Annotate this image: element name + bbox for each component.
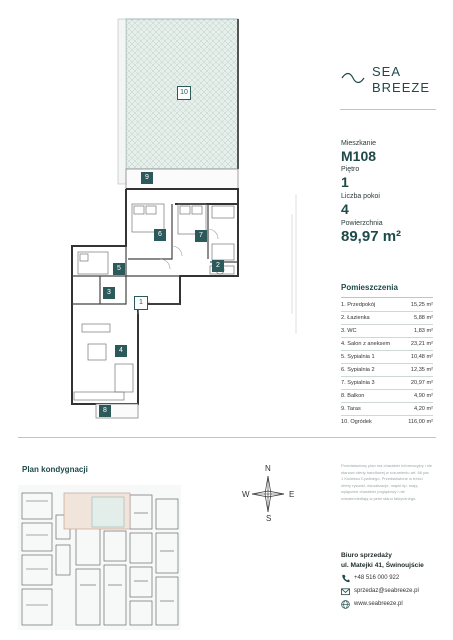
room-area: 116,00 m² [408,419,433,425]
room-area: 23,21 m² [410,341,433,347]
wave-icon [340,68,366,88]
room-row [341,299,433,312]
room-area: 10,48 m² [410,354,433,360]
room-row [341,364,433,377]
phone-icon [341,574,350,583]
plan-label-10: 10 [177,86,191,100]
compass-west: W [242,490,250,499]
room-name: 1. Przedpokój [341,302,376,308]
room-area: 4,20 m² [414,406,433,412]
rooms-title: Pomieszczenia [341,283,398,292]
room-area: 12,35 m² [410,367,433,373]
plan-label-3: 3 [103,287,115,299]
apartment-label: Mieszkanie [341,140,377,147]
website-url: www.seabreeze.pl [354,601,403,607]
room-area: 1,83 m² [414,328,433,334]
rooms-count-value: 4 [341,201,349,217]
room-name: 2. Łazienka [341,315,370,321]
compass [238,462,298,524]
room-name: 3. WC [341,328,357,334]
room-name: 4. Salon z aneksem [341,341,391,347]
room-row [341,312,433,325]
room-row [341,390,433,403]
website-contact[interactable] [341,600,441,610]
plan-label-6: 6 [154,229,166,241]
mail-icon [341,587,350,596]
room-name: 10. Ogródek [341,419,372,425]
email-address: sprzedaz@seabreeze.pl [354,588,419,594]
sales-office-title: Biuro sprzedaży [341,552,392,559]
apartment-value: M108 [341,148,377,164]
room-area: 4,90 m² [414,393,433,399]
apartment-plan-drawing [60,14,300,419]
floor-plan-title: Plan kondygnacji [22,465,88,474]
building-plan [18,485,181,630]
apartment-plan [60,14,300,419]
room-name: 7. Sypialnia 3 [341,380,375,386]
logo [340,64,436,100]
room-area: 15,25 m² [410,302,433,308]
section-divider [18,437,436,438]
email-contact[interactable] [341,587,441,597]
room-row [341,351,433,364]
room-name: 6. Sypialnia 2 [341,367,375,373]
floor-value: 1 [341,174,349,190]
room-row [341,377,433,390]
compass-south: S [266,514,272,523]
plan-label-4: 4 [115,345,127,357]
room-area: 5,88 m² [414,315,433,321]
disclaimer-text: Przedstawiony plan ma charakter informacyjny i nie stanowi oferty handlowej w rozumieniu art. 66 par. 1 Kodeksu Cywilnego. Przedstawione w treści oferty rysunki, wizualizacje, mapki itp. mają wyłącznie charakter poglądowy i nie odzwierciedlają w pełni stanu faktycznego. [341,463,433,501]
area-label: Powierzchnia [341,220,383,227]
plan-label-7: 7 [195,230,207,242]
plan-label-5: 5 [113,263,125,275]
logo-divider [340,109,436,110]
plan-label-8: 8 [99,405,111,417]
room-row [341,416,433,428]
room-row [341,403,433,416]
compass-east: E [289,490,295,499]
room-name: 9. Taras [341,406,361,412]
rooms-count-label: Liczba pokoi [341,193,380,200]
building-plan-drawing [18,485,181,630]
room-name: 8. Balkon [341,393,365,399]
phone-number: +48 516 000 922 [354,575,400,581]
plan-label-1: 1 [134,296,148,310]
plan-label-2: 2 [212,260,224,272]
area-value: 89,97 m² [341,228,402,245]
phone-contact[interactable] [341,574,441,584]
rooms-divider [341,297,433,298]
room-name: 5. Sypialnia 1 [341,354,375,360]
compass-north: N [265,464,271,473]
sales-office-address: ul. Matejki 41, Świnoujście [341,562,424,569]
room-row [341,325,433,338]
plan-label-9: 9 [141,172,153,184]
globe-icon [341,600,350,609]
room-area: 20,97 m² [410,380,433,386]
logo-line1: SEA [372,64,402,79]
logo-line2: BREEZE [372,80,431,95]
floor-label: Piętro [341,166,360,173]
room-row [341,338,433,351]
